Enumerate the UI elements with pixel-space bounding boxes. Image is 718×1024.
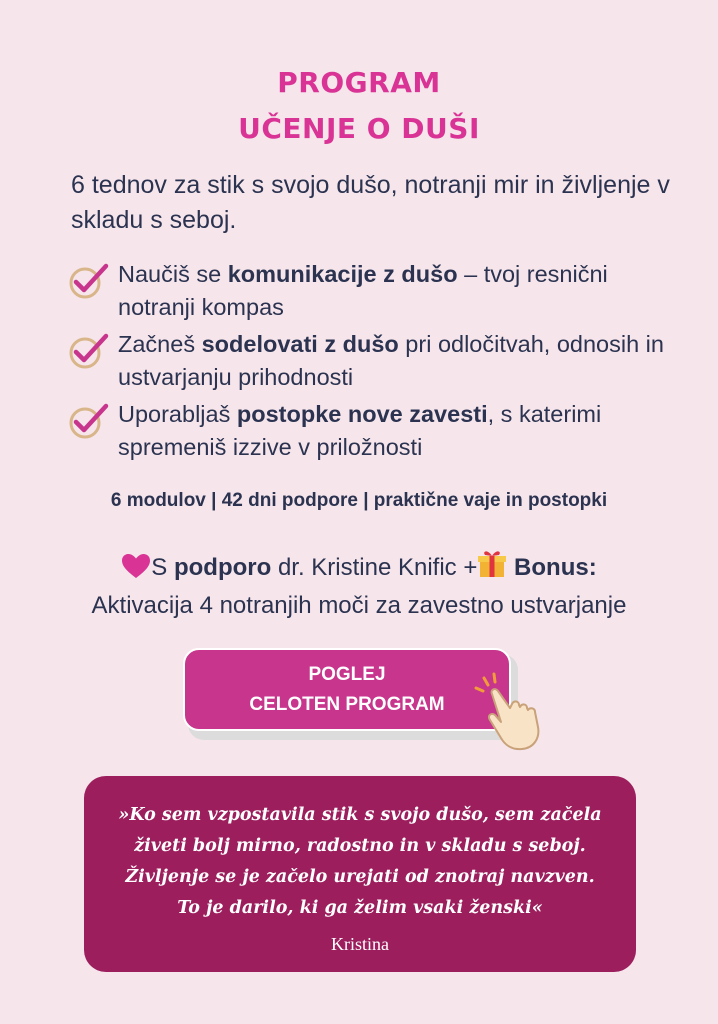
support-text: S podporo dr. Kristine Knific + Bonus: Aktivacija 4 notranjih moči za zavestno ustvarjanje: [0, 549, 718, 623]
check-icon: [68, 332, 110, 370]
pointing-hand-icon: [472, 672, 546, 752]
program-title-line1: PROGRAM: [277, 66, 441, 99]
cta-label-line1: POGLEJ: [308, 664, 386, 685]
gift-icon: [477, 549, 507, 589]
view-program-button[interactable]: [183, 648, 511, 731]
testimonial-quote: »Ko sem vzpostavila stik s svojo dušo, sem začela živeti bolj mirno, radostno in v skladu s seboj. Življenje se je začelo urejati od znotraj navzven. To je darilo, ki ga želim vsaki ženski«: [118, 805, 602, 918]
program-title-line2: UČENJE O DUŠI: [238, 112, 480, 145]
intro-text: 6 tednov za stik s svojo dušo, notranji mir in življenje v skladu s seboj.: [71, 171, 670, 234]
check-icon: [68, 262, 110, 300]
testimonial-box: [84, 776, 636, 972]
testimonial-author: Kristina: [331, 934, 389, 954]
heart-icon: [121, 553, 151, 589]
benefit-item: Začneš sodelovati z dušo pri odločitvah, odnosih in ustvarjanju prihodnosti: [118, 331, 664, 390]
program-stats: 6 modulov | 42 dni podpore | praktične vaje in postopki: [110, 490, 608, 511]
cta-label-line2: CELOTEN PROGRAM: [249, 694, 445, 715]
check-icon: [68, 402, 110, 440]
benefit-item: Naučiš se komunikacije z dušo – tvoj resnični notranji kompas: [118, 261, 608, 320]
benefit-item: Uporabljaš postopke nove zavesti, s katerimi spremeniš izzive v priložnosti: [118, 401, 602, 460]
